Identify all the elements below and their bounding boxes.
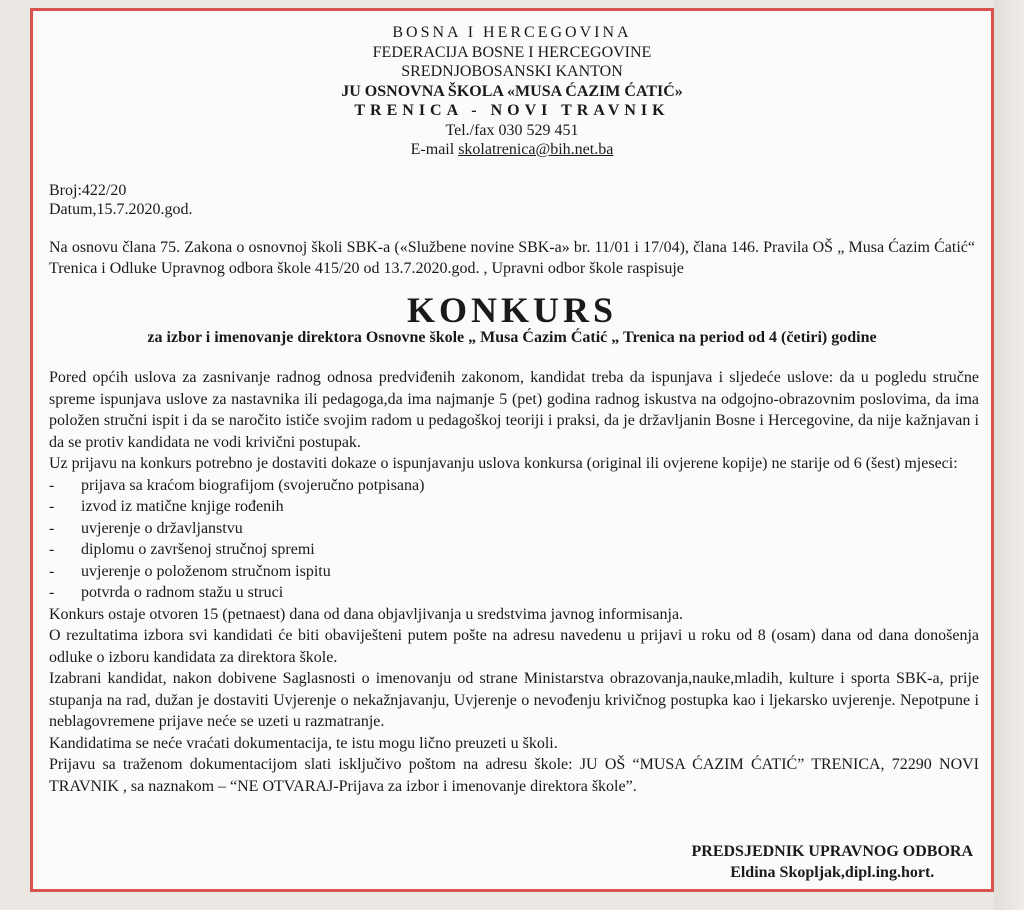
open-period-paragraph: Konkurs ostaje otvoren 15 (petnaest) dana od dana objavljivanja u sredstvima javnog informisanja. — [49, 605, 684, 623]
email-label: E-mail — [410, 141, 455, 158]
canton-line: SREDNJOBOSANSKI KANTON — [401, 63, 623, 80]
email-line — [33, 140, 991, 160]
school-place: TRENICA - NOVI TRAVNIK — [354, 102, 670, 119]
results-paragraph: O rezultatima izbora svi kandidati će biti obaviješteni putem pošte na adresu navedenu u prijavi u roku od 8 (osam) dana od dana donošenja odluke o izboru kandidata za direktora škole. — [49, 627, 979, 666]
list-item: - uvjerenje o položenom stručnom ispitu — [49, 561, 979, 583]
intro-paragraph: Na osnovu člana 75. Zakona o osnovnoj školi SBK-a («Službene novine SBK-a» br. 11/01 i 17/04), člana 146. Pravila OŠ „ Musa Ćazim Ćatić“ Trenica i Odluke Upravnog odbora škole 415/20 od 13.7.2020.god. , Upravni odbor škole raspisuje — [49, 239, 975, 277]
email-address[interactable]: skolatrenica@bih.net.ba — [458, 141, 614, 158]
documents-return-paragraph: Kandidatima se neće vraćati dokumentacija, te istu mogu lično preuzeti u školi. — [49, 734, 558, 752]
reference-block — [49, 181, 193, 219]
documents-intro: Uz prijavu na konkurs potrebno je dostaviti dokaze o ispunjavanju uslova konkursa (original ili ovjerene kopije) ne starije od 6 (šest) mjeseci: — [49, 455, 958, 472]
list-item: - diplomu o završenoj stručnoj spremi — [49, 539, 979, 561]
signatory-name: Eldina Skopljak,dipl.ing.hort. — [730, 864, 935, 881]
letterhead — [33, 23, 991, 160]
reference-number: Broj:422/20 — [49, 182, 127, 199]
country-line: BOSNA I HERCEGOVINA — [392, 24, 632, 41]
signatory-role: PREDSJEDNIK UPRAVNOG ODBORA — [691, 843, 973, 860]
documents-list — [49, 475, 979, 604]
reference-date: Datum,15.7.2020.god. — [49, 201, 193, 218]
school-name: JU OSNOVNA ŠKOLA «MUSA ĆAZIM ĆATIĆ» — [341, 82, 683, 100]
list-item: - uvjerenje o državljanstvu — [49, 518, 979, 540]
signature-block — [691, 841, 973, 883]
conditions-paragraph: Pored općih uslova za zasnivanje radnog odnosa predviđenih zakonom, kandidat treba da ispunjava i sljedeće uslove: da u pogledu stručne spreme ispunjava uslove za nastavnika ili pedagoga,da ima najmanje 5 (pet) godina radnog iskustva na odgojno-obrazovnim poslovima, da ima položen stručni ispit i da se naročito ističe svojim radom u pedagoškoj teoriji i praksi, da je državljanin Bosne i Hercegovine, da nije kažnjavan i da se protiv kandidata ne vodi krivični postupak. — [49, 369, 979, 451]
list-item: - potvrda o radnom stažu u struci — [49, 582, 979, 604]
notice-subtitle: za izbor i imenovanje direktora Osnovne škole „ Musa Ćazim Ćatić „ Trenica na period od 4 (četiri) godine — [147, 329, 877, 346]
list-item: - prijava sa kraćom biografijom (svojeručno potpisana) — [49, 475, 979, 497]
newspaper-background — [994, 0, 1024, 910]
notice-body — [49, 367, 979, 797]
list-item: - izvod iz matične knjige rođenih — [49, 496, 979, 518]
telfax-line: Tel./fax 030 529 451 — [445, 121, 579, 139]
federation-line: FEDERACIJA BOSNE I HERCEGOVINE — [372, 43, 652, 61]
selected-candidate-paragraph: Izabrani kandidat, nakon dobivene Saglasnosti o imenovanju od strane Ministarstva obrazovanja,nauke,mladih, kulture i sporta SBK-a, prije stupanja na rad, dužan je dostaviti Uvjerenje o nekažnjavanju, Uvjerenje o nevođenju krivičnog postupka kao i ljekarsko uvjerenje. Nepotpune i neblagovremene prijave neće se uzeti u razmatranje. — [49, 670, 979, 730]
notice-ad — [30, 8, 994, 892]
notice-title: KONKURS — [406, 290, 618, 330]
submission-paragraph: Prijavu sa traženom dokumentacijom slati isključivo poštom na adresu škole: JU OŠ “MUSA ĆAZIM ĆATIĆ” TRENICA, 72290 NOVI TRAVNIK , sa naznakom – “NE OTVARAJ-Prijava za izbor i imenovanje direktora škole”. — [49, 756, 979, 795]
